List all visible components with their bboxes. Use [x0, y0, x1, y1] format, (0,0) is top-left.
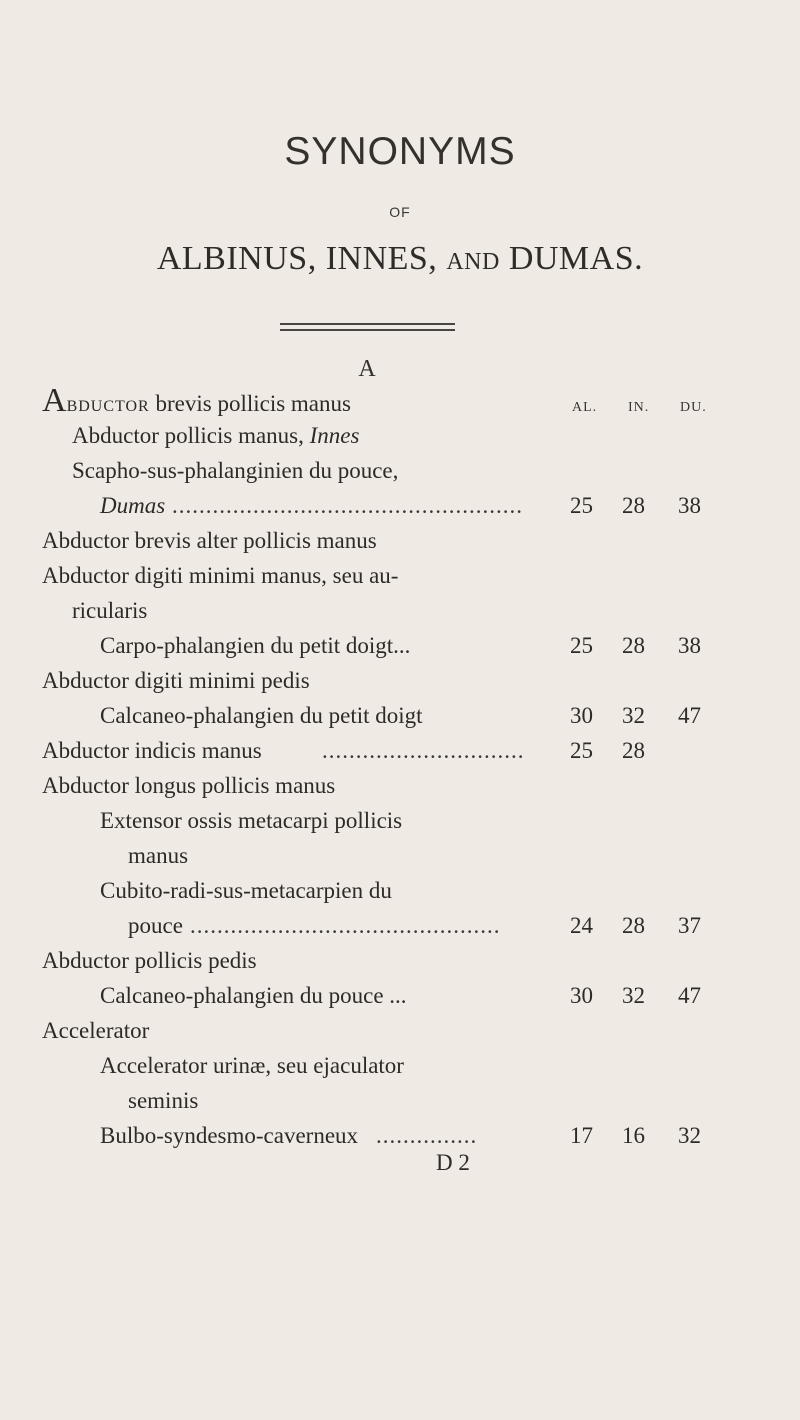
value-al: 25 — [570, 493, 593, 518]
list-item — [128, 911, 183, 941]
entry-text: Abductor longus pollicis manus — [42, 773, 336, 798]
value-in: 28 — [622, 913, 645, 938]
entry-text: Scapho-sus-phalanginien du pouce, — [72, 458, 399, 483]
column-header-du: DU. — [680, 400, 707, 415]
value-in: 16 — [622, 1123, 645, 1148]
signature-mark: D 2 — [436, 1150, 470, 1175]
entry-text: Accelerator urinæ, seu ejaculator — [100, 1053, 404, 1078]
value-in: 28 — [622, 493, 645, 518]
dot-leader: .............................................. — [190, 913, 501, 938]
list-item — [100, 981, 407, 1011]
entry-smallcaps: BDUCTOR — [66, 398, 150, 415]
entry-text: ricularis — [72, 598, 148, 623]
list-item — [100, 876, 392, 906]
entry-text: Calcaneo-phalangien du pouce ... — [100, 983, 407, 1008]
value-du: 47 — [678, 983, 701, 1008]
subtitle-part1: ALBINUS, INNES, — [156, 240, 438, 277]
value-du: 32 — [678, 1123, 701, 1148]
value-in: 28 — [622, 738, 645, 763]
entry-text: Accelerator — [42, 1018, 150, 1043]
value-al: 24 — [570, 913, 593, 938]
value-al: 30 — [570, 703, 593, 728]
list-item — [42, 666, 310, 696]
value-du: 47 — [678, 703, 701, 728]
list-item — [128, 841, 188, 871]
value-al: 17 — [570, 1123, 593, 1148]
value-in: 32 — [622, 703, 645, 728]
subtitle-part2: DUMAS. — [508, 240, 644, 277]
value-du: 38 — [678, 493, 701, 518]
entry-text: Carpo-phalangien du petit doigt... — [100, 633, 411, 658]
entry-text: pouce — [128, 913, 183, 938]
column-header-in: IN. — [628, 400, 650, 415]
list-item — [100, 1051, 404, 1081]
page-title: SYNONYMS — [284, 130, 516, 173]
list-item — [42, 736, 262, 766]
entry-text: Abductor digiti minimi manus, seu au- — [42, 563, 399, 588]
list-item — [42, 382, 351, 422]
list-item — [42, 946, 257, 976]
subtitle-and: AND — [446, 249, 500, 275]
list-item — [72, 421, 359, 451]
value-in: 32 — [622, 983, 645, 1008]
list-item — [100, 631, 410, 661]
entry-text: Abductor indicis manus — [42, 738, 262, 763]
dot-leader: ............... — [376, 1123, 478, 1148]
list-item — [42, 771, 335, 801]
list-item — [100, 701, 423, 731]
entry-text: brevis pollicis manus — [149, 391, 351, 416]
list-item — [100, 806, 402, 836]
value-al: 30 — [570, 983, 593, 1008]
list-item — [42, 561, 398, 591]
entry-author: Dumas — [100, 493, 166, 518]
dot-leader: .............................. — [322, 738, 525, 763]
list-item — [100, 1121, 358, 1151]
list-item — [100, 491, 165, 521]
value-al: 25 — [570, 633, 593, 658]
list-item — [72, 456, 398, 486]
entry-text: Abductor pollicis manus, — [72, 423, 304, 448]
list-item — [128, 1086, 198, 1116]
entry-text: seminis — [128, 1088, 199, 1113]
entry-text: Bulbo-syndesmo-caverneux — [100, 1123, 359, 1148]
entry-text: Abductor digiti minimi pedis — [42, 668, 310, 693]
entry-text: Abductor pollicis pedis — [42, 948, 257, 973]
value-al: 25 — [570, 738, 593, 763]
entry-text: manus — [128, 843, 189, 868]
list-item — [42, 526, 377, 556]
title-connector: OF — [389, 204, 411, 220]
entry-text: Abductor brevis alter pollicis manus — [42, 528, 377, 553]
column-header-al: AL. — [572, 400, 598, 415]
entry-author: Innes — [309, 423, 360, 448]
entry-text: Cubito-radi-sus-metacarpien du — [100, 878, 392, 903]
value-du: 38 — [678, 633, 701, 658]
value-in: 28 — [622, 633, 645, 658]
list-item — [72, 596, 147, 626]
entry-text: Calcaneo-phalangien du petit doigt — [100, 703, 423, 728]
entry-text: Extensor ossis metacarpi pollicis — [100, 808, 403, 833]
dot-leader: .................................................... — [172, 493, 523, 518]
drop-capital: A — [42, 382, 67, 419]
value-du: 37 — [678, 913, 701, 938]
section-letter: A — [358, 356, 376, 382]
list-item — [42, 1016, 149, 1046]
